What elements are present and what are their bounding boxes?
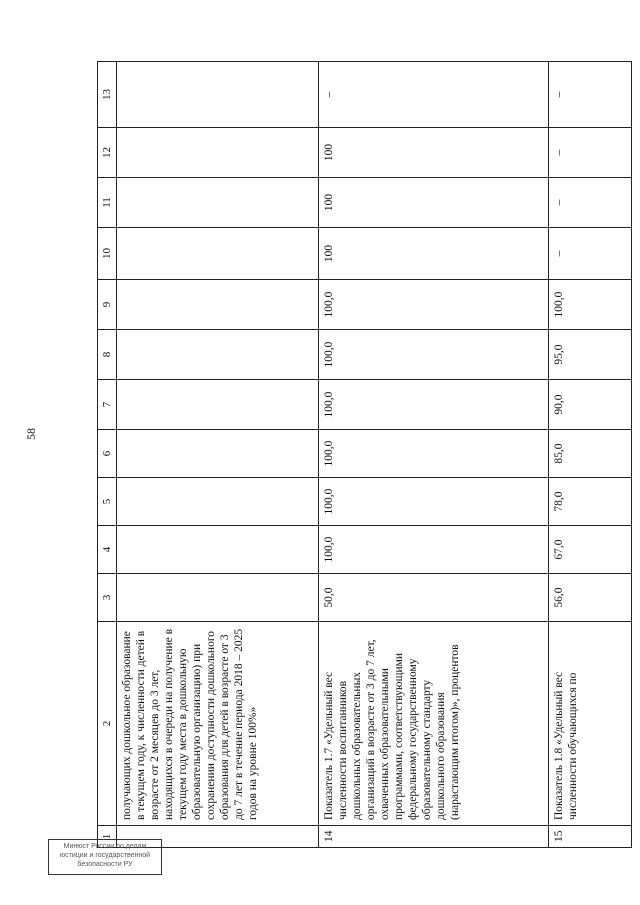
header-cell: 13 [98,62,117,128]
value-cell [117,280,319,330]
stamp-line: юстиции и государственной [59,852,151,859]
indicator-text: Показатель 1.8 «Удельный вес численности обучающихся по [549,622,632,826]
rotated-table-wrapper [97,62,632,848]
header-cell: 8 [98,330,117,380]
indicator-text: получающих дошкольное образование в текущем году, к численности детей в возрасте от 2 месяцев до 3 лет, находящихся в очереди на получение в текущем году места в дошкольную образовательную организацию) при сохранении доступности дошкольного образования для детей в возрасте от 3 до 7 лет в течение периода 2018 – 2025 годов на уровне 100%» [117,622,319,826]
value-cell [117,228,319,280]
value-cell: 100,0 [319,330,549,380]
value-cell: 50,0 [319,574,549,622]
value-cell: 100,0 [319,478,549,526]
page-number: 58 [24,428,38,440]
header-cell: 10 [98,228,117,280]
indicator-text: Показатель 1.7 «Удельный вес численности воспитанников дошкольных образовательных организаций в возрасте от 3 до 7 лет, охваченных образовательными программами, соответствующими федеральному государственному образовательному стандарту дошкольного образования (нарастающим итогом)», процентов [319,622,549,826]
indicators-table [97,61,632,848]
header-cell: 11 [98,178,117,228]
row-number: 14 [319,826,549,848]
value-cell: – [549,228,632,280]
header-cell: 4 [98,526,117,574]
registration-stamp [48,839,162,875]
header-cell: 1 [98,826,117,848]
header-row [98,62,117,848]
value-cell [117,330,319,380]
header-cell: 2 [98,622,117,826]
value-cell: – [319,62,549,128]
value-cell: 100 [319,228,549,280]
value-cell: 100 [319,178,549,228]
value-cell [117,380,319,430]
value-cell: – [549,128,632,178]
value-cell: 100,0 [319,380,549,430]
value-cell [117,526,319,574]
value-cell: – [549,178,632,228]
header-cell: 6 [98,430,117,478]
value-cell: 100,0 [549,280,632,330]
row-number: 15 [549,826,632,848]
value-cell: 85,0 [549,430,632,478]
value-cell [117,478,319,526]
value-cell [117,574,319,622]
stamp-line: Минюст России по делам [63,843,147,850]
value-cell: 100,0 [319,280,549,330]
table-row [549,62,632,848]
value-cell: 67,0 [549,526,632,574]
value-cell [117,62,319,128]
value-cell: – [549,62,632,128]
header-cell: 7 [98,380,117,430]
value-cell: 95,0 [549,330,632,380]
header-cell: 9 [98,280,117,330]
value-cell: 90,0 [549,380,632,430]
value-cell [117,178,319,228]
value-cell: 78,0 [549,478,632,526]
table-row [117,62,319,848]
value-cell: 100,0 [319,430,549,478]
header-cell: 3 [98,574,117,622]
value-cell: 56,0 [549,574,632,622]
table-row [319,62,549,848]
header-cell: 5 [98,478,117,526]
value-cell: 100 [319,128,549,178]
header-cell: 12 [98,128,117,178]
value-cell [117,430,319,478]
stamp-line: безопасности РУ [77,861,133,868]
value-cell [117,128,319,178]
value-cell: 100,0 [319,526,549,574]
